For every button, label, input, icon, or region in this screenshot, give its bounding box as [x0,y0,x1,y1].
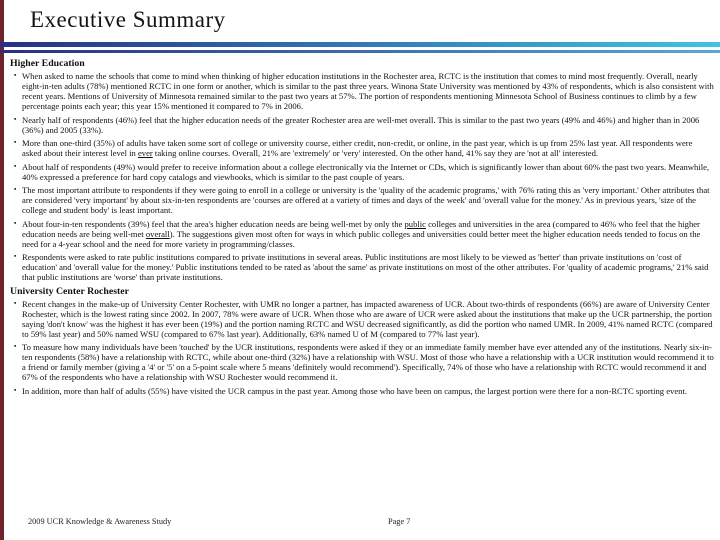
bullet-item [10,219,714,249]
bullet-text [22,219,714,249]
bullet-text-segment: When asked to name the schools that come to mind when thinking of higher education institutions in the Rochester area, RCTC is the institution that comes to mind most frequently. Overall, nearly eight-in-ten adults (78%) mentioned RCTC in one form or another, which is similar to the past three years. Winona State University was mentioned by 43% of respondents, which is also consistent with recent years. Mentions of University of Minnesota remained similar to the past two years at 57%. The portion of respondents mentioning Minnesota School of Business continues to climb by a few percentage points each year; this year 15% mentioned it compared to 7% in 2006. [22,71,714,111]
bullet-item [10,162,714,182]
bullet-text-segment: More than one-third (35%) of adults have taken some sort of college or university course, either credit, non-credit, or online, in the past year, which is up from 25% last year. All respondents were asked about their interest level in [22,138,693,158]
bullet-item [10,71,714,111]
bullet-text [22,386,714,396]
bullet-text-segment: Nearly half of respondents (46%) feel that the higher education needs of the greater Rochester area are well-met overall. This is similar to the past two years (49% and 46%) and higher than in 2006 (36%) and 2005 (33%). [22,114,700,135]
bullet-text [22,138,714,158]
bullet-text [22,299,714,339]
bullet-list-higher-education [10,71,714,282]
bullet-item [10,185,714,215]
bullet-icon: ▪ [14,299,17,307]
bullet-text-segment: The most important attribute to respondents if they were going to enroll in a college or university is the 'quality of the academic programs,' with 76% rating this as 'very important.' Other attributes that are considered 'very important' by about six-in-ten respondents are 'courses are offered at a variety of times and days of the week' and 'overall value for the money.' As in previous years, 'size of the college and student body' is least important. [22,185,710,215]
bullet-item [10,342,714,382]
bullet-text-segment: taking online courses. Overall, 21% are 'extremely' or 'very' interested. On the other hand, 41% say they are 'not at all' interested. [152,148,599,158]
bullet-item [10,299,714,339]
bullet-icon: ▪ [14,139,17,146]
bullet-icon: ▪ [14,253,17,260]
bullet-item [10,386,714,396]
bullet-icon: ▪ [14,343,17,350]
slide-body [10,57,714,399]
title-divider-thin [0,50,720,53]
bullet-icon: ▪ [14,186,17,193]
bullet-text [22,342,714,382]
bullet-item [10,138,714,158]
footer-page-number: Page 7 [388,517,411,526]
bullet-icon: ▪ [14,162,17,170]
bullet-text-segment: Recent changes in the make-up of University Center Rochester, with UMR no longer a partner, has impacted awareness of UCR. About two-thirds of respondents (66%) are aware of University Center Rochester, which is the lowest rating since 2002. In 2007, 78% were aware of UCR. When those who are aware of UCR were asked about the institutions that make up the UCR partnership, the portion saying 'don't know' was the highest it has ever been (19%) and the portion naming RCTC and WSU decreased significantly, as did the portion who named UMR. In 2009, 41% named RCTC (compared to 59% last year) and 50% named WSU (compared to 67% last year). Additionally, 63% named U of M (compared to 77% last year). [22,298,713,339]
bullet-text-segment: About four-in-ten respondents (39%) feel that the area's higher education needs are being well-met by only the [22,218,405,229]
bullet-text [22,71,714,111]
bullet-text-segment-underlined: ever [137,148,153,158]
bullet-icon: ▪ [14,115,17,123]
bullet-text-segment: To measure how many individuals have been 'touched' by the UCR institutions, respondents were asked if they or an immediate family member have ever attended any of the institutions. Nearly six-in-ten respondents (58%) have a relationship with RCTC, while about one-third (32%) have a relationship with WSU. Most of those who have a relationship with a UCR institution would recommend it to a friend or family member (giving a '4' or '5' on a 5-point scale where 5 means 'definitely would recommend'). Specifically, 74% of those who have a relationship with RCTC would recommend it and 67% of the respondents who have a relationship with WSU Rochester would recommend it. [22,342,714,382]
section-heading-higher-education: Higher Education [10,58,85,69]
bullet-list-university-center-rochester [10,299,714,396]
bullet-text-segment: In addition, more than half of adults (55%) have visited the UCR campus in the past year. Among those who have been on campus, the largest portion were there for a non-RCTC sporting event. [22,385,687,396]
bullet-item [10,115,714,135]
bullet-text [22,162,714,182]
bullet-item [10,252,714,282]
bullet-text [22,252,714,282]
title-divider-thick [0,42,720,47]
bullet-icon: ▪ [14,386,17,394]
bullet-text-segment: ). The suggestions given most often for ways in which public colleges and universities could better meet the higher education needs tended to focus on the need for a 4-year school and the need for more variety in programming/classes. [22,228,701,249]
section-heading-university-center-rochester: University Center Rochester [10,285,129,297]
bullet-text-segment: Respondents were asked to rate public institutions compared to private institutions in several areas. Public institutions are most likely to be viewed as 'better' than private institutions on 'cost of education' and 'overall value for the money.' Public institutions tended to be rated as 'about the same' as private institutions on most of the other attributes. For 'quality of academic programs,' 21% said that public institutions are 'worse' than private institutions. [22,252,709,282]
bullet-text-segment: colleges and universities in the area (compared to 46% who feel that the higher education needs are being well-met [22,218,700,239]
bullet-text-segment-underlined: overall [145,228,170,239]
footer-study-title: 2009 UCR Knowledge & Awareness Study [28,517,172,526]
page-title: Executive Summary [30,7,226,32]
bullet-text [22,115,714,135]
bullet-text-segment: About half of respondents (49%) would prefer to receive information about a college electronically via the Internet or CDs, which is significantly lower than about 60% the past two years. Meanwhile, 40% expressed a preference for hard copy catalogs and viewbooks, which is similar to the past couple of years. [22,161,710,182]
bullet-text-segment-underlined: public [404,218,426,229]
left-accent-bar [0,0,4,540]
bullet-icon: ▪ [14,72,17,79]
bullet-text [22,185,714,215]
bullet-icon: ▪ [14,219,17,227]
